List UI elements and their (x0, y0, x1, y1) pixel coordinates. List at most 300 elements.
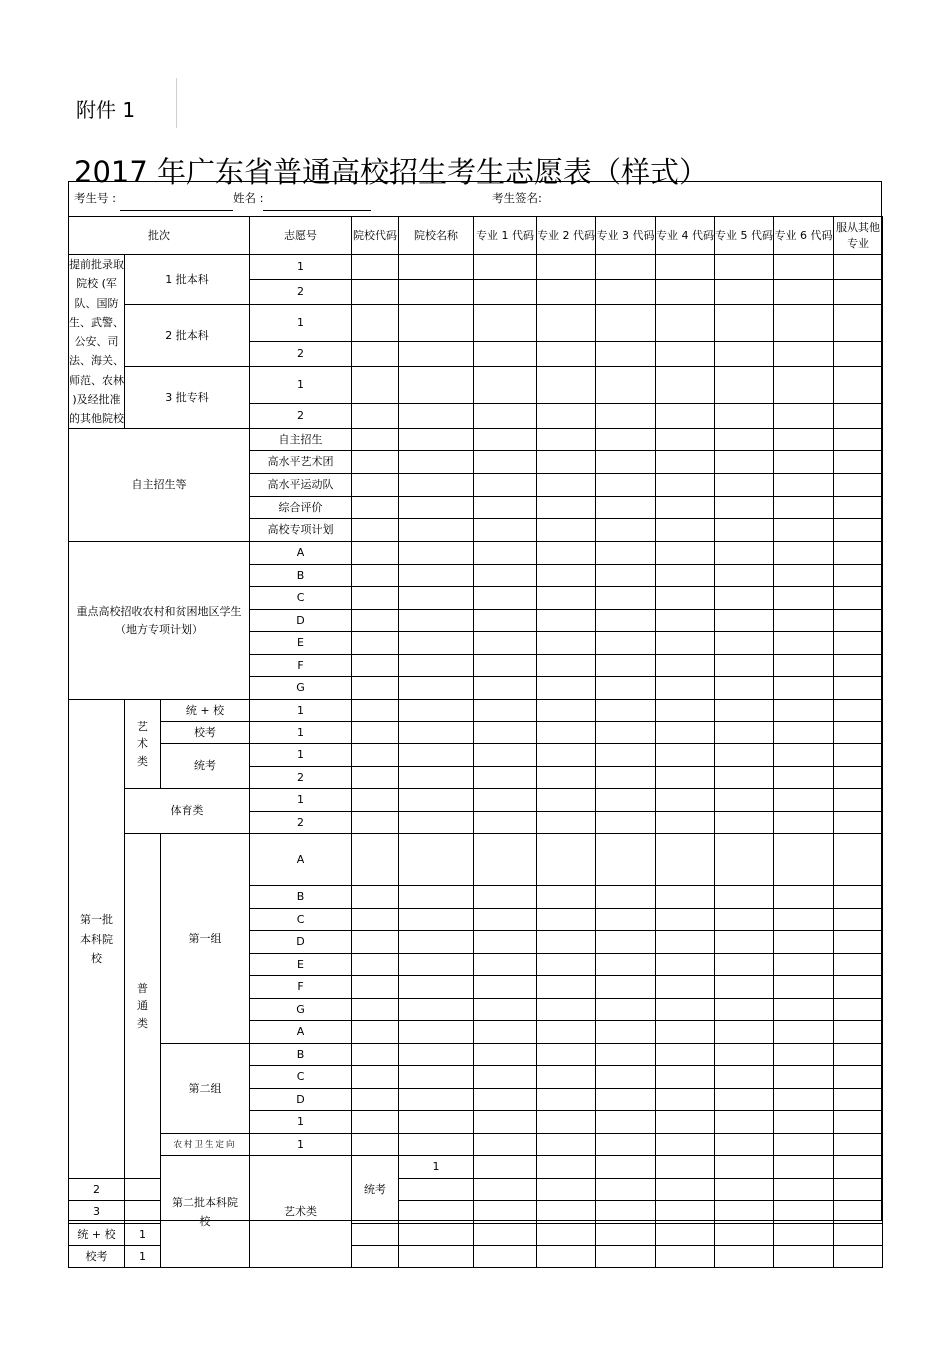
entry-cell[interactable] (399, 367, 474, 404)
entry-cell[interactable] (774, 789, 834, 812)
entry-cell[interactable] (596, 677, 656, 700)
entry-cell[interactable] (537, 474, 596, 497)
entry-cell[interactable] (352, 451, 399, 474)
entry-cell[interactable] (715, 280, 774, 305)
entry-cell[interactable] (474, 255, 537, 280)
entry-cell[interactable] (656, 954, 715, 976)
entry-cell[interactable] (474, 722, 537, 744)
entry-cell[interactable] (537, 367, 596, 404)
entry-cell[interactable] (834, 1201, 883, 1224)
entry-cell[interactable] (596, 367, 656, 404)
entry-cell[interactable] (399, 451, 474, 474)
entry-cell[interactable] (537, 767, 596, 789)
entry-cell[interactable] (774, 834, 834, 886)
entry-cell[interactable] (774, 1111, 834, 1134)
entry-cell[interactable] (352, 565, 399, 587)
entry-cell[interactable] (656, 1134, 715, 1156)
entry-cell[interactable] (474, 342, 537, 367)
entry-cell[interactable] (715, 744, 774, 767)
entry-cell[interactable] (715, 655, 774, 677)
entry-cell[interactable] (834, 931, 883, 954)
entry-cell[interactable] (774, 767, 834, 789)
entry-cell[interactable] (715, 700, 774, 722)
entry-cell[interactable] (656, 999, 715, 1021)
entry-cell[interactable] (596, 255, 656, 280)
entry-cell[interactable] (656, 632, 715, 655)
entry-cell[interactable] (774, 632, 834, 655)
entry-cell[interactable] (474, 474, 537, 497)
entry-cell[interactable] (537, 655, 596, 677)
entry-cell[interactable] (399, 565, 474, 587)
entry-cell[interactable] (352, 632, 399, 655)
entry-cell[interactable] (774, 999, 834, 1021)
entry-cell[interactable] (774, 305, 834, 342)
entry-cell[interactable] (537, 722, 596, 744)
entry-cell[interactable] (656, 1246, 715, 1268)
entry-cell[interactable] (656, 1066, 715, 1089)
entry-cell[interactable] (834, 677, 883, 700)
entry-cell[interactable] (656, 497, 715, 519)
entry-cell[interactable] (715, 931, 774, 954)
entry-cell[interactable] (656, 610, 715, 632)
entry-cell[interactable] (596, 1134, 656, 1156)
entry-cell[interactable] (596, 610, 656, 632)
entry-cell[interactable] (596, 451, 656, 474)
entry-cell[interactable] (474, 1044, 537, 1066)
entry-cell[interactable] (834, 497, 883, 519)
entry-cell[interactable] (596, 655, 656, 677)
entry-cell[interactable] (656, 1156, 715, 1179)
entry-cell[interactable] (399, 886, 474, 909)
entry-cell[interactable] (399, 404, 474, 429)
entry-cell[interactable] (596, 1066, 656, 1089)
entry-cell[interactable] (399, 474, 474, 497)
entry-cell[interactable] (774, 722, 834, 744)
entry-cell[interactable] (399, 789, 474, 812)
entry-cell[interactable] (834, 655, 883, 677)
entry-cell[interactable] (399, 1134, 474, 1156)
entry-cell[interactable] (715, 789, 774, 812)
entry-cell[interactable] (656, 722, 715, 744)
entry-cell[interactable] (834, 1044, 883, 1066)
entry-cell[interactable] (715, 1134, 774, 1156)
entry-cell[interactable] (834, 255, 883, 280)
entry-cell[interactable] (474, 789, 537, 812)
entry-cell[interactable] (474, 999, 537, 1021)
entry-cell[interactable] (596, 542, 656, 565)
entry-cell[interactable] (715, 976, 774, 999)
entry-cell[interactable] (715, 255, 774, 280)
entry-cell[interactable] (834, 404, 883, 429)
entry-cell[interactable] (834, 542, 883, 565)
entry-cell[interactable] (537, 909, 596, 931)
entry-cell[interactable] (715, 1156, 774, 1179)
entry-cell[interactable] (352, 429, 399, 451)
entry-cell[interactable] (474, 632, 537, 655)
entry-cell[interactable] (596, 305, 656, 342)
entry-cell[interactable] (352, 587, 399, 610)
entry-cell[interactable] (715, 767, 774, 789)
entry-cell[interactable] (715, 677, 774, 700)
entry-cell[interactable] (399, 954, 474, 976)
entry-cell[interactable] (596, 474, 656, 497)
entry-cell[interactable] (352, 954, 399, 976)
entry-cell[interactable] (834, 1246, 883, 1268)
entry-cell[interactable] (474, 744, 537, 767)
entry-cell[interactable] (656, 342, 715, 367)
entry-cell[interactable] (715, 909, 774, 931)
entry-cell[interactable] (596, 954, 656, 976)
entry-cell[interactable] (715, 1179, 774, 1201)
entry-cell[interactable] (596, 834, 656, 886)
entry-cell[interactable] (352, 404, 399, 429)
entry-cell[interactable] (834, 342, 883, 367)
entry-cell[interactable] (656, 565, 715, 587)
entry-cell[interactable] (715, 404, 774, 429)
entry-cell[interactable] (399, 677, 474, 700)
entry-cell[interactable] (474, 565, 537, 587)
entry-cell[interactable] (399, 1021, 474, 1044)
entry-cell[interactable] (596, 1201, 656, 1224)
entry-cell[interactable] (656, 404, 715, 429)
entry-cell[interactable] (352, 1134, 399, 1156)
entry-cell[interactable] (596, 1246, 656, 1268)
entry-cell[interactable] (596, 280, 656, 305)
entry-cell[interactable] (834, 744, 883, 767)
entry-cell[interactable] (715, 1066, 774, 1089)
entry-cell[interactable] (596, 931, 656, 954)
entry-cell[interactable] (537, 497, 596, 519)
entry-cell[interactable] (715, 1044, 774, 1066)
entry-cell[interactable] (474, 1111, 537, 1134)
entry-cell[interactable] (656, 1224, 715, 1246)
entry-cell[interactable] (834, 474, 883, 497)
entry-cell[interactable] (774, 812, 834, 834)
entry-cell[interactable] (596, 565, 656, 587)
entry-cell[interactable] (774, 1246, 834, 1268)
entry-cell[interactable] (399, 632, 474, 655)
entry-cell[interactable] (125, 1201, 161, 1224)
entry-cell[interactable] (656, 255, 715, 280)
entry-cell[interactable] (474, 886, 537, 909)
entry-cell[interactable] (596, 789, 656, 812)
entry-cell[interactable] (537, 610, 596, 632)
entry-cell[interactable] (537, 565, 596, 587)
entry-cell[interactable] (715, 342, 774, 367)
entry-cell[interactable] (715, 954, 774, 976)
entry-cell[interactable] (834, 1021, 883, 1044)
entry-cell[interactable] (656, 305, 715, 342)
entry-cell[interactable] (399, 931, 474, 954)
entry-cell[interactable] (596, 342, 656, 367)
entry-cell[interactable] (774, 1179, 834, 1201)
entry-cell[interactable] (352, 700, 399, 722)
entry-cell[interactable] (352, 497, 399, 519)
entry-cell[interactable] (656, 1089, 715, 1111)
entry-cell[interactable] (474, 429, 537, 451)
entry-cell[interactable] (656, 886, 715, 909)
entry-cell[interactable] (399, 744, 474, 767)
entry-cell[interactable] (537, 1044, 596, 1066)
entry-cell[interactable] (596, 1089, 656, 1111)
entry-cell[interactable] (537, 519, 596, 542)
entry-cell[interactable] (596, 429, 656, 451)
entry-cell[interactable] (399, 1089, 474, 1111)
entry-cell[interactable] (399, 587, 474, 610)
entry-cell[interactable] (715, 542, 774, 565)
entry-cell[interactable] (537, 1179, 596, 1201)
entry-cell[interactable] (596, 999, 656, 1021)
entry-cell[interactable] (656, 677, 715, 700)
entry-cell[interactable] (834, 909, 883, 931)
entry-cell[interactable] (596, 744, 656, 767)
entry-cell[interactable] (537, 1089, 596, 1111)
entry-cell[interactable] (352, 1089, 399, 1111)
entry-cell[interactable] (352, 834, 399, 886)
entry-cell[interactable] (474, 542, 537, 565)
entry-cell[interactable] (352, 767, 399, 789)
entry-cell[interactable] (352, 931, 399, 954)
entry-cell[interactable] (537, 700, 596, 722)
entry-cell[interactable] (537, 886, 596, 909)
entry-cell[interactable] (774, 451, 834, 474)
entry-cell[interactable] (352, 789, 399, 812)
entry-cell[interactable] (834, 305, 883, 342)
entry-cell[interactable] (596, 909, 656, 931)
entry-cell[interactable] (596, 767, 656, 789)
entry-cell[interactable] (596, 812, 656, 834)
entry-cell[interactable] (656, 812, 715, 834)
entry-cell[interactable] (834, 722, 883, 744)
entry-cell[interactable] (834, 789, 883, 812)
entry-cell[interactable] (834, 632, 883, 655)
entry-cell[interactable] (596, 1179, 656, 1201)
entry-cell[interactable] (834, 954, 883, 976)
entry-cell[interactable] (656, 280, 715, 305)
entry-cell[interactable] (352, 542, 399, 565)
entry-cell[interactable] (596, 1021, 656, 1044)
entry-cell[interactable] (399, 976, 474, 999)
entry-cell[interactable] (537, 1224, 596, 1246)
entry-cell[interactable] (537, 1134, 596, 1156)
entry-cell[interactable] (399, 280, 474, 305)
entry-cell[interactable] (834, 565, 883, 587)
entry-cell[interactable] (474, 367, 537, 404)
entry-cell[interactable] (537, 632, 596, 655)
entry-cell[interactable] (715, 587, 774, 610)
entry-cell[interactable] (715, 451, 774, 474)
entry-cell[interactable] (352, 909, 399, 931)
entry-cell[interactable] (834, 1156, 883, 1179)
entry-cell[interactable] (399, 610, 474, 632)
entry-cell[interactable] (474, 1089, 537, 1111)
entry-cell[interactable] (474, 700, 537, 722)
entry-cell[interactable] (352, 367, 399, 404)
entry-cell[interactable] (596, 1224, 656, 1246)
entry-cell[interactable] (474, 305, 537, 342)
entry-cell[interactable] (596, 1044, 656, 1066)
entry-cell[interactable] (352, 342, 399, 367)
entry-cell[interactable] (656, 542, 715, 565)
entry-cell[interactable] (774, 404, 834, 429)
entry-cell[interactable] (715, 886, 774, 909)
entry-cell[interactable] (774, 954, 834, 976)
entry-cell[interactable] (834, 610, 883, 632)
entry-cell[interactable] (656, 367, 715, 404)
entry-cell[interactable] (774, 1201, 834, 1224)
entry-cell[interactable] (715, 812, 774, 834)
entry-cell[interactable] (774, 429, 834, 451)
entry-cell[interactable] (474, 451, 537, 474)
entry-cell[interactable] (537, 451, 596, 474)
entry-cell[interactable] (399, 255, 474, 280)
entry-cell[interactable] (834, 1066, 883, 1089)
entry-cell[interactable] (352, 1021, 399, 1044)
entry-cell[interactable] (399, 700, 474, 722)
entry-cell[interactable] (596, 700, 656, 722)
entry-cell[interactable] (774, 744, 834, 767)
entry-cell[interactable] (774, 1021, 834, 1044)
entry-cell[interactable] (399, 342, 474, 367)
entry-cell[interactable] (399, 1111, 474, 1134)
entry-cell[interactable] (774, 342, 834, 367)
entry-cell[interactable] (352, 474, 399, 497)
entry-cell[interactable] (834, 1111, 883, 1134)
entry-cell[interactable] (352, 519, 399, 542)
entry-cell[interactable] (537, 954, 596, 976)
entry-cell[interactable] (399, 655, 474, 677)
entry-cell[interactable] (474, 834, 537, 886)
entry-cell[interactable] (656, 789, 715, 812)
entry-cell[interactable] (399, 1044, 474, 1066)
entry-cell[interactable] (715, 305, 774, 342)
entry-cell[interactable] (774, 1089, 834, 1111)
entry-cell[interactable] (537, 789, 596, 812)
entry-cell[interactable] (399, 909, 474, 931)
entry-cell[interactable] (656, 1044, 715, 1066)
entry-cell[interactable] (596, 722, 656, 744)
entry-cell[interactable] (399, 767, 474, 789)
entry-cell[interactable] (474, 1246, 537, 1268)
entry-cell[interactable] (399, 1224, 474, 1246)
entry-cell[interactable] (656, 931, 715, 954)
entry-cell[interactable] (352, 1066, 399, 1089)
entry-cell[interactable] (834, 886, 883, 909)
entry-cell[interactable] (537, 976, 596, 999)
entry-cell[interactable] (474, 677, 537, 700)
entry-cell[interactable] (774, 886, 834, 909)
entry-cell[interactable] (774, 1044, 834, 1066)
entry-cell[interactable] (834, 767, 883, 789)
entry-cell[interactable] (596, 632, 656, 655)
entry-cell[interactable] (715, 474, 774, 497)
entry-cell[interactable] (834, 976, 883, 999)
entry-cell[interactable] (537, 305, 596, 342)
entry-cell[interactable] (774, 1224, 834, 1246)
entry-cell[interactable] (596, 404, 656, 429)
entry-cell[interactable] (474, 931, 537, 954)
entry-cell[interactable] (774, 610, 834, 632)
entry-cell[interactable] (656, 587, 715, 610)
entry-cell[interactable] (352, 886, 399, 909)
entry-cell[interactable] (537, 587, 596, 610)
entry-cell[interactable] (774, 677, 834, 700)
entry-cell[interactable] (352, 812, 399, 834)
entry-cell[interactable] (474, 1224, 537, 1246)
entry-cell[interactable] (352, 305, 399, 342)
entry-cell[interactable] (399, 722, 474, 744)
entry-cell[interactable] (474, 1179, 537, 1201)
entry-cell[interactable] (774, 1134, 834, 1156)
entry-cell[interactable] (399, 812, 474, 834)
entry-cell[interactable] (352, 744, 399, 767)
entry-cell[interactable] (834, 1224, 883, 1246)
entry-cell[interactable] (656, 767, 715, 789)
entry-cell[interactable] (399, 999, 474, 1021)
entry-cell[interactable] (537, 1156, 596, 1179)
entry-cell[interactable] (474, 976, 537, 999)
entry-cell[interactable] (474, 1134, 537, 1156)
entry-cell[interactable] (656, 519, 715, 542)
entry-cell[interactable] (399, 1246, 474, 1268)
entry-cell[interactable] (656, 834, 715, 886)
entry-cell[interactable] (834, 280, 883, 305)
entry-cell[interactable] (715, 1089, 774, 1111)
entry-cell[interactable] (474, 909, 537, 931)
entry-cell[interactable] (774, 542, 834, 565)
entry-cell[interactable] (352, 1111, 399, 1134)
entry-cell[interactable] (399, 1179, 474, 1201)
entry-cell[interactable] (774, 931, 834, 954)
entry-cell[interactable] (774, 909, 834, 931)
entry-cell[interactable] (715, 1021, 774, 1044)
entry-cell[interactable] (596, 519, 656, 542)
entry-cell[interactable] (537, 834, 596, 886)
entry-cell[interactable] (834, 700, 883, 722)
entry-cell[interactable] (834, 451, 883, 474)
entry-cell[interactable] (774, 474, 834, 497)
entry-cell[interactable] (596, 976, 656, 999)
entry-cell[interactable] (537, 1246, 596, 1268)
entry-cell[interactable] (715, 834, 774, 886)
entry-cell[interactable] (537, 1021, 596, 1044)
entry-cell[interactable] (474, 655, 537, 677)
entry-cell[interactable] (834, 1134, 883, 1156)
entry-cell[interactable] (596, 1111, 656, 1134)
entry-cell[interactable] (656, 744, 715, 767)
entry-cell[interactable] (834, 429, 883, 451)
entry-cell[interactable] (537, 342, 596, 367)
entry-cell[interactable] (596, 886, 656, 909)
entry-cell[interactable] (474, 587, 537, 610)
entry-cell[interactable] (656, 1021, 715, 1044)
entry-cell[interactable] (715, 1224, 774, 1246)
entry-cell[interactable] (537, 542, 596, 565)
entry-cell[interactable] (834, 812, 883, 834)
entry-cell[interactable] (399, 542, 474, 565)
entry-cell[interactable] (656, 909, 715, 931)
entry-cell[interactable] (774, 655, 834, 677)
entry-cell[interactable] (537, 931, 596, 954)
entry-cell[interactable] (474, 1066, 537, 1089)
entry-cell[interactable] (774, 587, 834, 610)
entry-cell[interactable] (399, 497, 474, 519)
entry-cell[interactable] (352, 1044, 399, 1066)
entry-cell[interactable] (596, 1156, 656, 1179)
entry-cell[interactable] (352, 280, 399, 305)
entry-cell[interactable] (715, 1111, 774, 1134)
entry-cell[interactable] (352, 976, 399, 999)
